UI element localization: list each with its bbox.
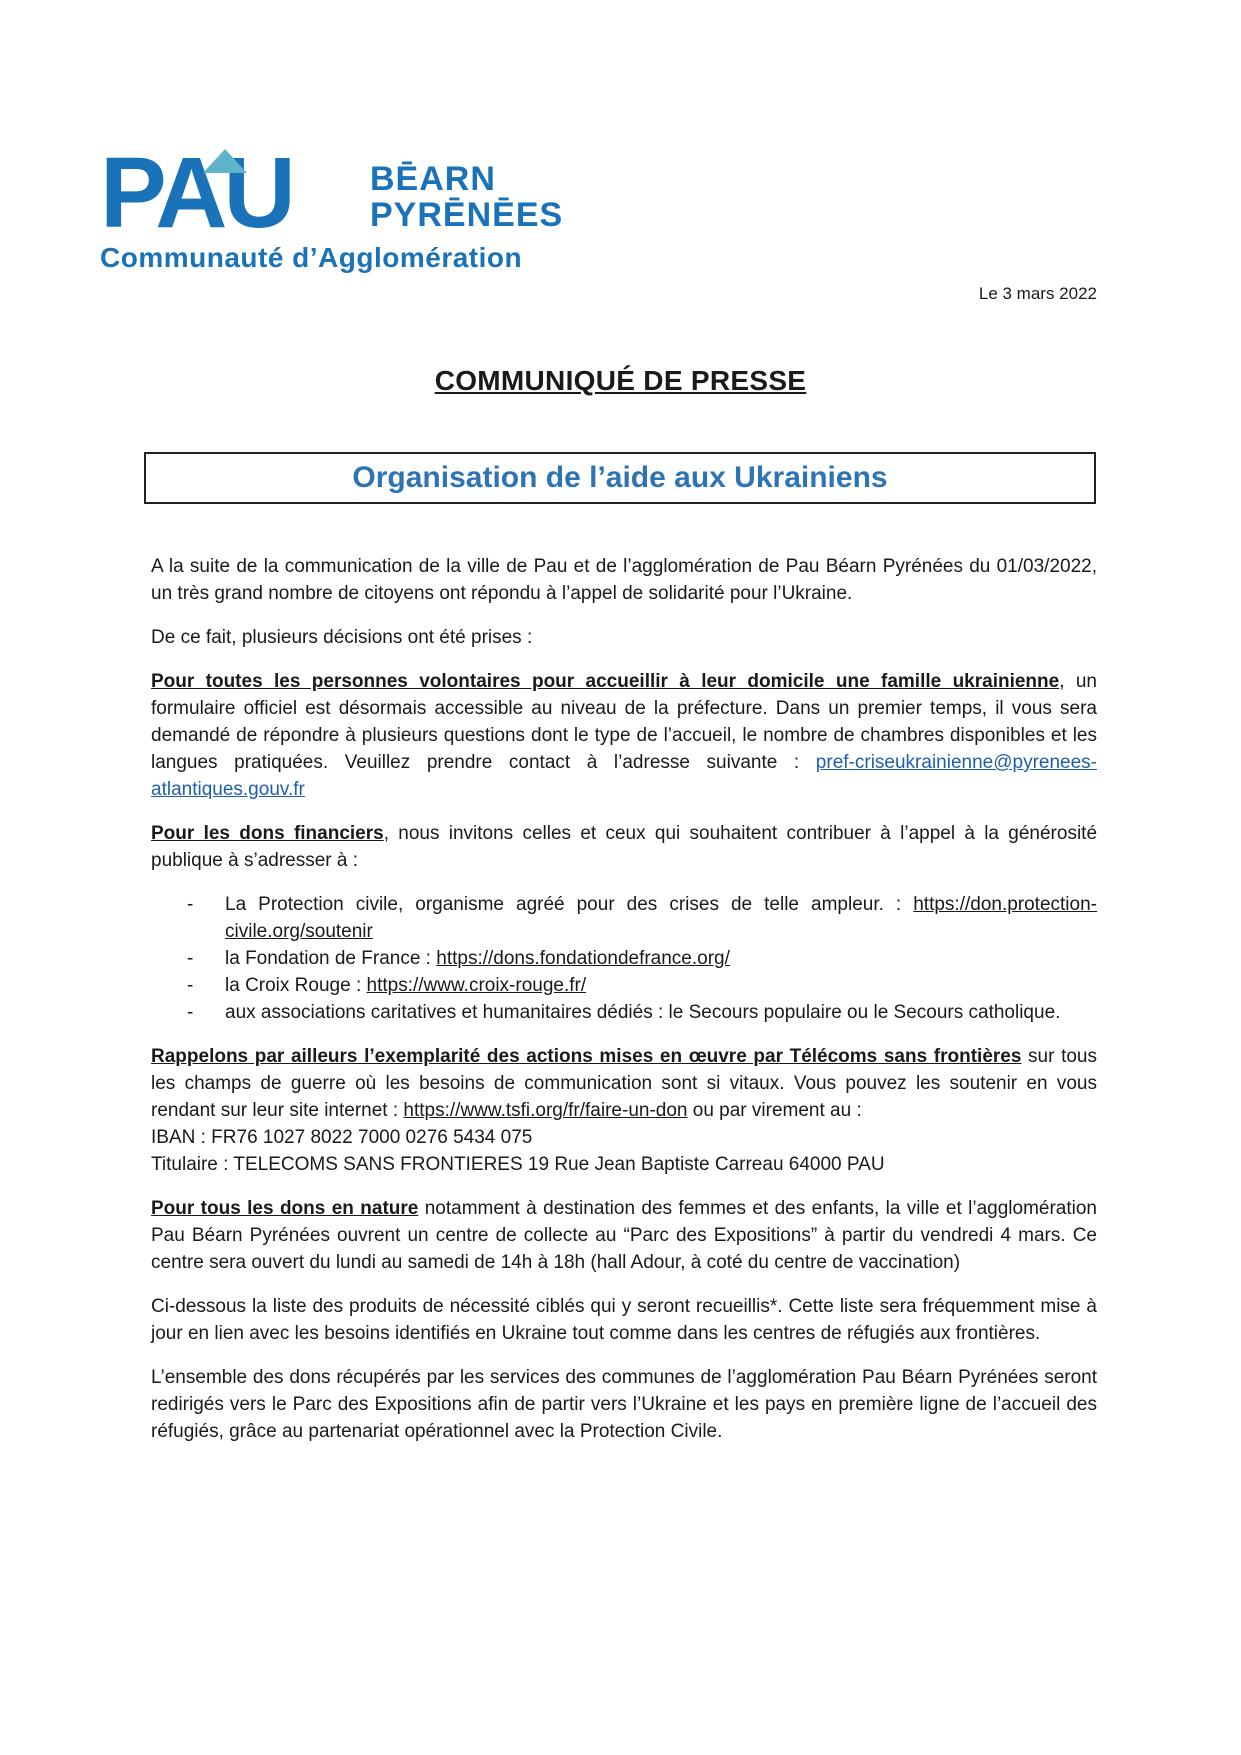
nature-donations-paragraph <box>151 1195 1097 1276</box>
croix-rouge-text: la Croix Rouge : <box>225 975 367 996</box>
document-body <box>151 553 1097 1462</box>
volunteers-text: , un formulaire officiel est désormais accessible au niveau de la préfecture. Dans un premier temps, il vous sera demandé de répondre à plusieurs questions dont le type de l’accueil, le nombre de chambres disponibles et les langues pratiquées. Veuillez prendre contact à l’adresse suivante : <box>151 671 1097 773</box>
list-item <box>225 945 1097 972</box>
logo-pyrenees: PYRĒNĒES <box>370 196 564 234</box>
fondation-text: la Fondation de France : <box>225 948 437 969</box>
donation-organizations-list <box>151 891 1097 1026</box>
prefecture-email-link[interactable]: pref-criseukrainienne@pyrenees-atlantiques.gouv.fr <box>151 752 1097 800</box>
telecoms-lead: Rappelons par ailleurs l’exemplarité des actions mises en œuvre par Télécoms sans frontières <box>151 1046 1022 1067</box>
nature-text: notamment à destination des femmes et des enfants, la ville et l’agglomération Pau Béarn Pyrénées ouvrent un centre de collecte au “Parc des Expositions” à partir du vendredi 4 mars. Ce centre sera ouvert du lundi au samedi de 14h à 18h (hall Adour, à coté du centre de vaccination) <box>151 1198 1097 1273</box>
document-date: Le 3 mars 2022 <box>978 284 1097 303</box>
donations-lead: Pour les dons financiers <box>151 823 384 844</box>
main-title: Organisation de l’aide aux Ukrainiens <box>352 461 888 494</box>
press-release-heading: COMMUNIQUÉ DE PRESSE <box>434 365 807 396</box>
donations-text: , nous invitons celles et ceux qui souhaitent contribuer à l’appel à la générosité publique à s’adresser à : <box>151 823 1098 871</box>
telecoms-after-link: ou par virement au : <box>687 1100 862 1121</box>
protection-civile-text: La Protection civile, organisme agréé pour des crises de telle ampleur. : <box>225 894 902 915</box>
list-item <box>225 999 1097 1026</box>
telecoms-paragraph <box>151 1043 1097 1178</box>
protection-civile-link[interactable]: https://don.protection-civile.org/soutenir <box>225 894 1097 942</box>
logo-bearn: BĒARN <box>370 160 496 198</box>
donations-paragraph <box>151 820 1097 874</box>
decisions-paragraph: De ce fait, plusieurs décisions ont été prises : <box>151 627 533 648</box>
tsf-donation-link[interactable]: https://www.tsfi.org/fr/faire-un-don <box>403 1100 688 1121</box>
list-item <box>225 972 1097 999</box>
iban-line: IBAN : FR76 1027 8022 7000 0276 5434 075 <box>151 1127 533 1148</box>
pau-bearn-pyrenees-logo <box>100 137 580 278</box>
associations-text: aux associations caritatives et humanitaires dédiés : le Secours populaire ou le Secours catholique. <box>225 1002 1061 1023</box>
logo-pau-wordmark: PAU <box>100 137 292 249</box>
volunteers-paragraph <box>151 668 1097 803</box>
telecoms-text: sur tous les champs de guerre où les besoins de communication sont si vitaux. Vous pouvez les soutenir en vous rendant sur leur site internet : <box>151 1046 1097 1121</box>
logo-mountain-icon <box>203 149 247 173</box>
products-paragraph: Ci-dessous la liste des produits de nécessité ciblés qui y seront recueillis*. Cette liste sera fréquemment mise à jour en lien avec les besoins identifiés en Ukraine tout comme dans les centres de réfugiés aux frontières. <box>151 1296 1097 1344</box>
closing-paragraph: L’ensemble des dons récupérés par les services des communes de l’agglomération Pau Béarn Pyrénées seront redirigés vers le Parc des Expositions afin de partir vers l’Ukraine et les pays en première ligne de l’accueil des réfugiés, grâce au partenariat opérationnel avec la Protection Civile. <box>151 1367 1097 1442</box>
croix-rouge-link[interactable]: https://www.croix-rouge.fr/ <box>366 975 587 996</box>
nature-lead: Pour tous les dons en nature <box>151 1198 419 1219</box>
list-item <box>225 891 1097 945</box>
main-title-box <box>144 452 1096 504</box>
volunteers-lead: Pour toutes les personnes volontaires pour accueillir à leur domicile une famille ukrainienne <box>151 671 1060 692</box>
logo-community-subtitle: Communauté d’Agglomération <box>100 242 523 273</box>
account-holder-line: Titulaire : TELECOMS SANS FRONTIERES 19 Rue Jean Baptiste Carreau 64000 PAU <box>151 1154 885 1175</box>
fondation-de-france-link[interactable]: https://dons.fondationdefrance.org/ <box>436 948 730 969</box>
intro-paragraph: A la suite de la communication de la ville de Pau et de l’agglomération de Pau Béarn Pyrénées du 01/03/2022, un très grand nombre de citoyens ont répondu à l’appel de solidarité pour l’Ukraine. <box>151 556 1097 604</box>
